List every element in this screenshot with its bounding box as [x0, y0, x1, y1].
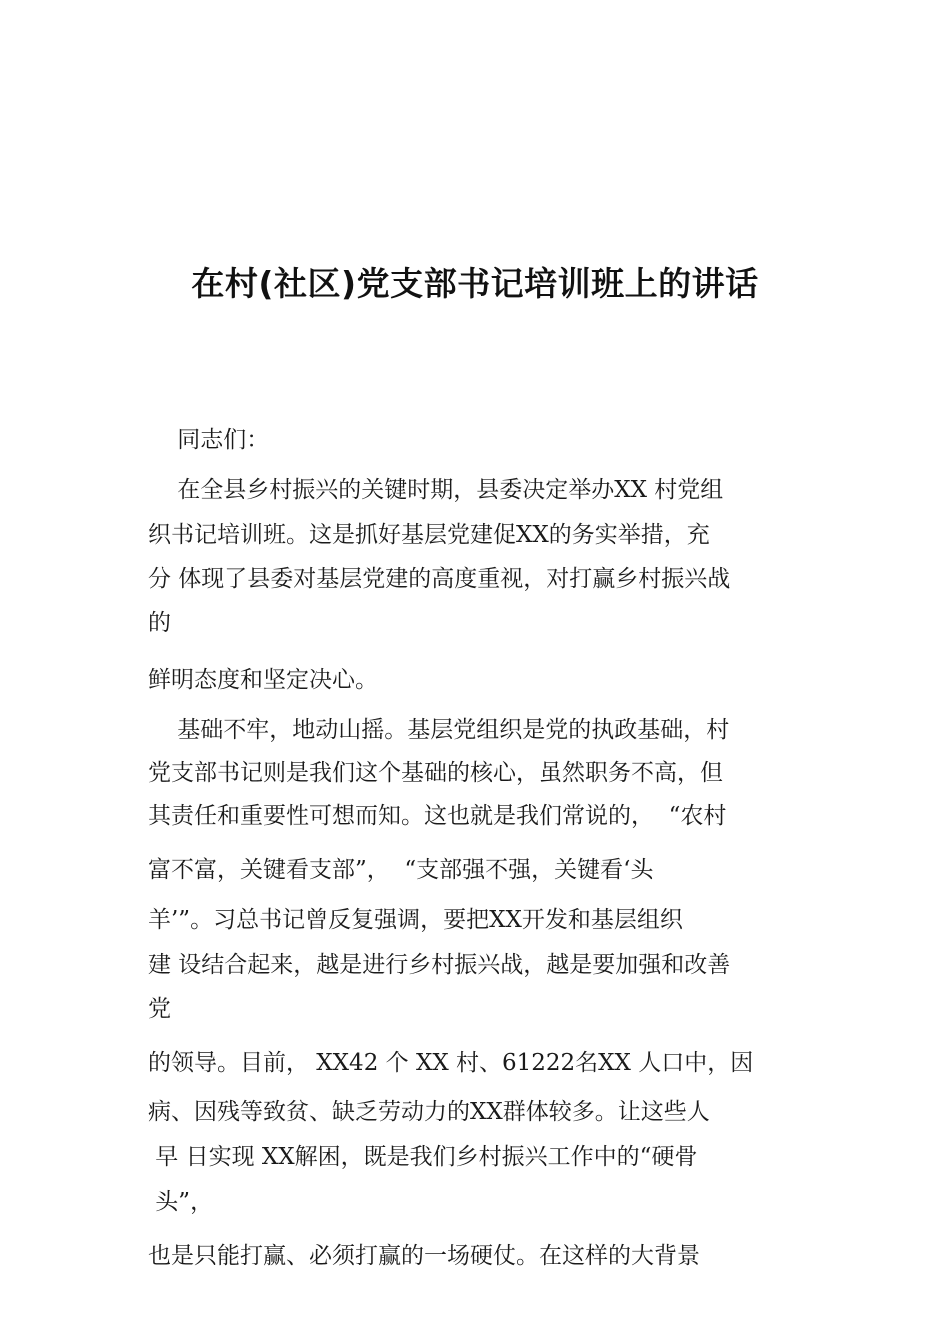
body-line: 织书记培训班。这是抓好基层党建促XX的务实举措，充 — [148, 522, 710, 548]
body-line: 的 — [148, 610, 171, 636]
body-line: 在全县乡村振兴的关键时期，县委决定举办XX 村党组 — [148, 477, 724, 503]
body-line: 基础不牢，地动山摇。基层党组织是党的执政基础，村 — [148, 717, 730, 743]
body-line: 头”， — [148, 1189, 214, 1215]
body-line: 同志们： — [148, 427, 270, 453]
body-line: 也是只能打赢、必须打赢的一场硬仗。在这样的大背景 — [148, 1243, 700, 1269]
body-line: 的领导。目前， XX42 个 XX 村、61222名XX 人口中，因 — [148, 1050, 754, 1076]
body-line: 早 日实现 XX解困，既是我们乡村振兴工作中的“硬骨 — [148, 1144, 698, 1170]
body-line: 建 设结合起来，越是进行乡村振兴战，越是要加强和改善 — [148, 952, 731, 978]
document-title: 在村(社区)党支部书记培训班上的讲话 — [191, 264, 759, 303]
body-line: 党 — [148, 996, 171, 1022]
body-line: 鲜明态度和坚定决心。 — [148, 667, 378, 693]
body-line: 其责任和重要性可想而知。这也就是我们常说的， “农村 — [148, 803, 727, 829]
body-line: 病、因残等致贫、缺乏劳动力的XX群体较多。让这些人 — [148, 1099, 710, 1125]
body-line: 羊’”。习总书记曾反复强调，要把XX开发和基层组织 — [148, 907, 683, 933]
body-line: 分 体现了县委对基层党建的高度重视，对打赢乡村振兴战 — [148, 566, 731, 592]
body-line: 党支部书记则是我们这个基础的核心，虽然职务不高，但 — [148, 760, 723, 786]
body-line: 富不富，关键看支部”， “支部强不强，关键看‘头 — [148, 857, 654, 883]
